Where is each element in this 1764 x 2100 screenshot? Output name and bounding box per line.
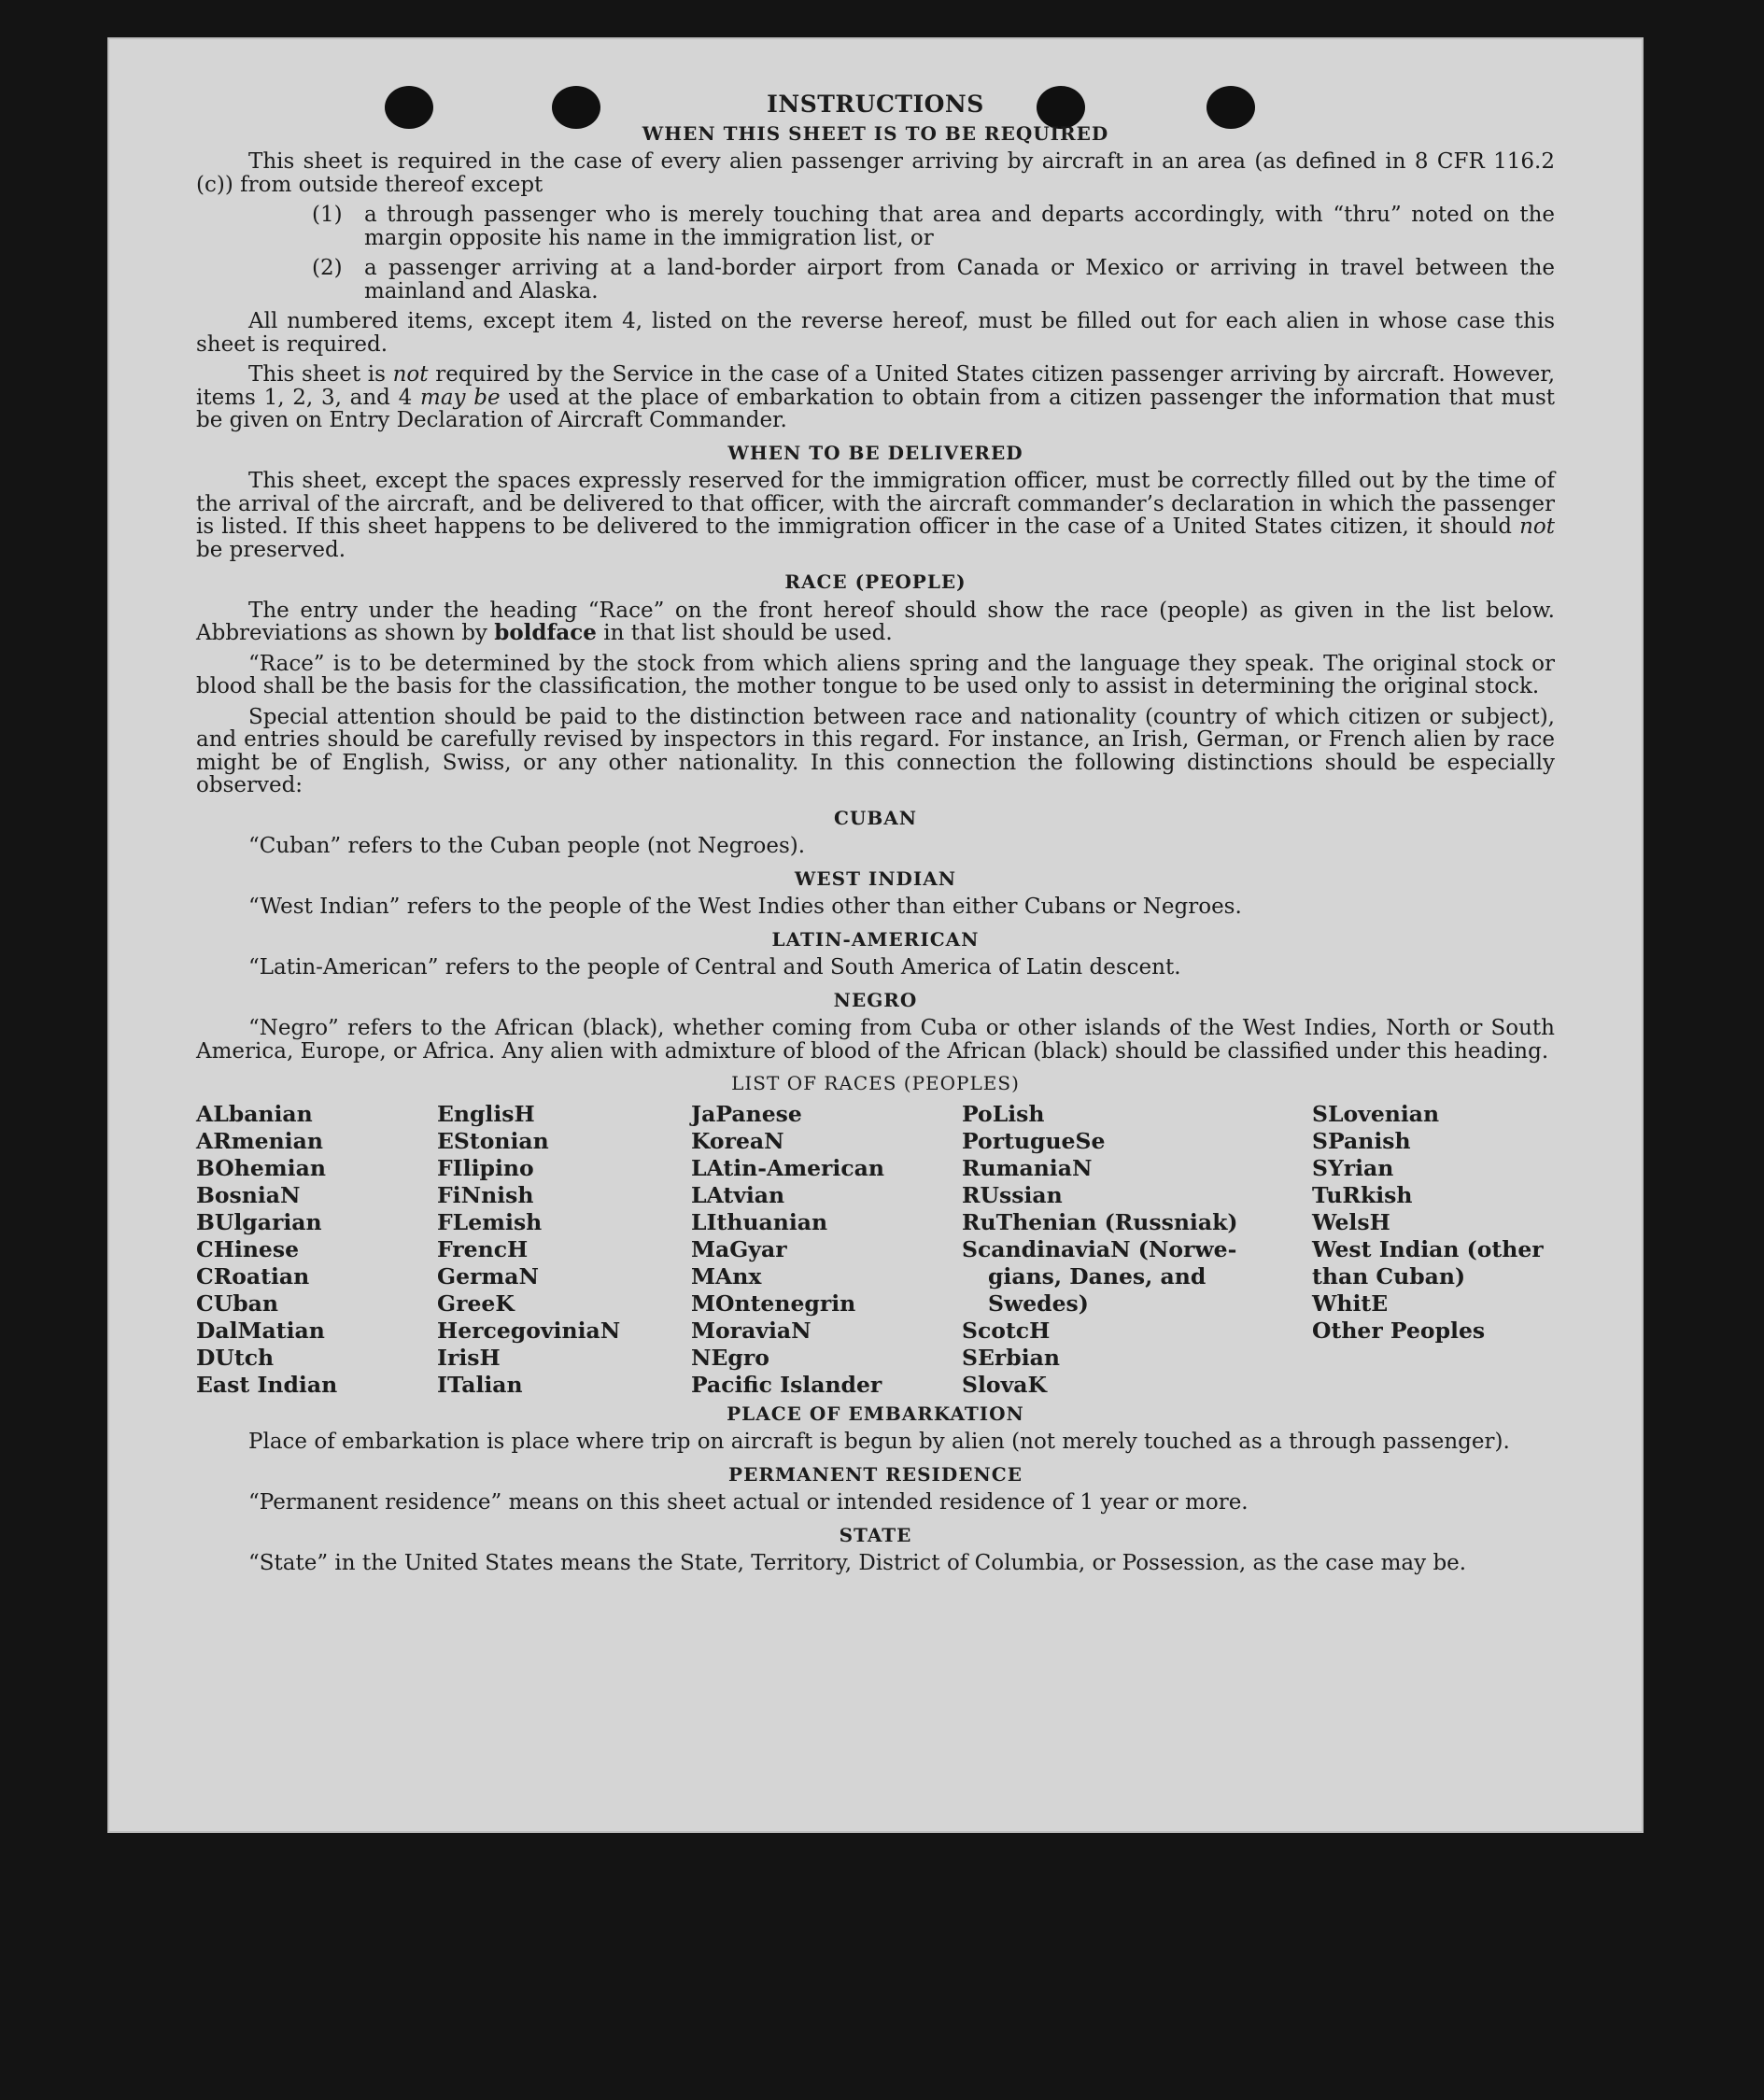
race-entry: SPanish bbox=[1312, 1127, 1411, 1154]
race-entry: MoraviaN bbox=[691, 1317, 811, 1344]
race-entry: RUssian bbox=[962, 1181, 1063, 1208]
heading-when-required: WHEN THIS SHEET IS TO BE REQUIRED bbox=[642, 121, 1109, 145]
when-delivered-text: This sheet, except the spaces expressly reserved for the immigration officer, must be correctly filled out by the time of the arrival of the aircraft, and be delivered to that officer, with the aircraft commander’s declaration in which the passenger is listed. If this sheet happens to be delivered to the immigration officer in the case of a United States citizen, it should not be preserved. bbox=[196, 469, 1555, 562]
heading-cuban: CUBAN bbox=[833, 806, 918, 829]
race-entry: FIlipino bbox=[437, 1154, 534, 1181]
item-text: a through passenger who is merely touching that area and departs accordingly, with “thru” noted on the margin opposite his name in the immigration list, or bbox=[364, 203, 1555, 250]
races-column-4 bbox=[962, 1101, 1312, 1399]
race-entry: gians, Danes, and bbox=[988, 1262, 1207, 1290]
race-entry: CHinese bbox=[196, 1235, 300, 1262]
race-entry: WhitE bbox=[1312, 1290, 1389, 1317]
race-entry: CRoatian bbox=[196, 1262, 310, 1290]
race-entry: RumaniaN bbox=[962, 1154, 1093, 1181]
heading-race: RACE (PEOPLE) bbox=[784, 571, 967, 593]
race-entry: RuThenian (Russniak) bbox=[962, 1208, 1238, 1235]
race-entry: GermaN bbox=[437, 1262, 539, 1290]
race-entry: DUtch bbox=[196, 1344, 275, 1371]
race-entry: GreeK bbox=[437, 1290, 515, 1317]
heading-permanent-residence: PERMANENT RESIDENCE bbox=[728, 1462, 1023, 1486]
item-text: a passenger arriving at a land-border airport from Canada or Mexico or arriving in travel between the mainland and Alaska. bbox=[364, 256, 1555, 303]
race-para1: The entry under the heading “Race” on the front hereof should show the race (people) as given in the list below. Abbreviations as shown by boldface in that list should be used. bbox=[196, 598, 1555, 645]
residence-text: “Permanent residence” means on this sheet actual or intended residence of 1 year or more. bbox=[248, 1490, 1249, 1515]
race-entry: MaGyar bbox=[691, 1235, 787, 1262]
race-entry: JaPanese bbox=[691, 1100, 802, 1127]
race-entry: East Indian bbox=[196, 1371, 338, 1398]
race-entry: FrencH bbox=[437, 1235, 529, 1262]
race-entry: DalMatian bbox=[196, 1317, 325, 1344]
race-entry: BOhemian bbox=[196, 1154, 326, 1181]
race-entry: LAtvian bbox=[691, 1181, 785, 1208]
race-entry: SYrian bbox=[1312, 1154, 1394, 1181]
race-entry: ScandinaviaN (Norwe- bbox=[962, 1235, 1237, 1262]
race-entry: Pacific Islander bbox=[691, 1371, 882, 1398]
race-entry: WelsH bbox=[1312, 1208, 1390, 1235]
item-number: (1) bbox=[312, 203, 343, 227]
race-entry: LAtin-American bbox=[691, 1154, 884, 1181]
race-entry: ScotcH bbox=[962, 1317, 1051, 1344]
when-required-para2: All numbered items, except item 4, listed on the reverse hereof, must be filled out for each alien in whose case this sheet is required. bbox=[196, 309, 1555, 357]
races-column-2 bbox=[437, 1101, 691, 1399]
race-entry: EnglisH bbox=[437, 1100, 535, 1127]
race-entry: CUban bbox=[196, 1290, 278, 1317]
race-entry: Swedes) bbox=[988, 1290, 1089, 1317]
heading-list-of-races: LIST OF RACES (PEOPLES) bbox=[731, 1072, 1020, 1094]
race-entry: MAnx bbox=[691, 1262, 762, 1290]
cuban-text: “Cuban” refers to the Cuban people (not Negroes). bbox=[248, 834, 806, 858]
race-entry: IrisH bbox=[437, 1344, 501, 1371]
race-entry: LIthuanian bbox=[691, 1208, 828, 1235]
state-text: “State” in the United States means the State, Territory, District of Columbia, or Possession, as the case may be. bbox=[248, 1551, 1467, 1575]
races-column-5 bbox=[1312, 1101, 1555, 1399]
heading-latin-american: LATIN-AMERICAN bbox=[771, 927, 980, 951]
exception-item-1 bbox=[196, 204, 1555, 249]
race-entry: FLemish bbox=[437, 1208, 543, 1235]
race-entry: MOntenegrin bbox=[691, 1290, 856, 1317]
race-entry: than Cuban) bbox=[1312, 1262, 1466, 1290]
latin-american-text: “Latin-American” refers to the people of Central and South America of Latin descent. bbox=[248, 955, 1181, 980]
exception-item-2 bbox=[196, 257, 1555, 303]
page-title: INSTRUCTIONS bbox=[767, 91, 984, 118]
race-entry: KoreaN bbox=[691, 1127, 784, 1154]
heading-embarkation: PLACE OF EMBARKATION bbox=[727, 1402, 1024, 1425]
west-indian-text: “West Indian” refers to the people of the West Indies other than either Cubans or Negroes. bbox=[248, 895, 1242, 919]
race-para3: Special attention should be paid to the distinction between race and nationality (country of which citizen or subject), and entries should be carefully revised by inspectors in this regard. For instance, an Irish, German, or French alien by race might be of English, Swiss, or any other nationality. In this connection the following distinctions should be especially observed: bbox=[196, 704, 1555, 797]
when-required-intro: This sheet is required in the case of every alien passenger arriving by aircraft in an area (as defined in 8 CFR 116.2 (c)) from outside thereof except bbox=[196, 149, 1555, 197]
race-entry: FiNnish bbox=[437, 1181, 534, 1208]
heading-west-indian: WEST INDIAN bbox=[794, 867, 957, 890]
races-column-3 bbox=[691, 1101, 962, 1399]
race-para2: “Race” is to be determined by the stock from which aliens spring and the language they speak. The original stock or blood shall be the basis for the classification, the mother tongue to be used only to assist in determining the original stock. bbox=[196, 651, 1555, 698]
races-column-1 bbox=[196, 1101, 437, 1399]
race-entry: West Indian (other bbox=[1312, 1235, 1544, 1262]
race-entry: SlovaK bbox=[962, 1371, 1047, 1398]
race-entry: BosniaN bbox=[196, 1181, 301, 1208]
negro-text: “Negro” refers to the African (black), whether coming from Cuba or other islands of the West Indies, North or South America, Europe, or Africa. Any alien with admixture of blood of the African (black) should be classified under this heading. bbox=[196, 1016, 1555, 1064]
when-required-para3: This sheet is not required by the Service in the case of a United States citizen passenger arriving by aircraft. However, items 1, 2, 3, and 4 may be used at the place of embarkation to obtain from a citizen passenger the information that must be given on Entry Declaration of Aircraft Commander. bbox=[196, 362, 1556, 432]
heading-when-delivered: WHEN TO BE DELIVERED bbox=[727, 441, 1023, 464]
race-entry: EStonian bbox=[437, 1127, 549, 1154]
heading-negro: NEGRO bbox=[833, 988, 918, 1011]
race-entry: HercegoviniaN bbox=[437, 1317, 621, 1344]
race-entry: BUlgarian bbox=[196, 1208, 322, 1235]
race-entry: PoLish bbox=[962, 1100, 1045, 1127]
race-entry: ARmenian bbox=[196, 1127, 323, 1154]
race-entry: Other Peoples bbox=[1312, 1317, 1486, 1344]
races-list bbox=[196, 1101, 1555, 1399]
race-entry: SErbian bbox=[962, 1344, 1060, 1371]
item-number: (2) bbox=[312, 256, 343, 280]
instructions-text bbox=[196, 93, 1555, 1583]
race-entry: SLovenian bbox=[1312, 1100, 1440, 1127]
race-entry: ITalian bbox=[437, 1371, 523, 1398]
heading-state: STATE bbox=[839, 1523, 912, 1546]
race-entry: TuRkish bbox=[1312, 1181, 1413, 1208]
race-entry: PortugueSe bbox=[962, 1127, 1106, 1154]
race-entry: ALbanian bbox=[196, 1100, 313, 1127]
race-entry: NEgro bbox=[691, 1344, 769, 1371]
document-sheet bbox=[107, 37, 1644, 1833]
embarkation-text: Place of embarkation is place where trip on aircraft is begun by alien (not merely touched as a through passenger). bbox=[248, 1430, 1510, 1454]
